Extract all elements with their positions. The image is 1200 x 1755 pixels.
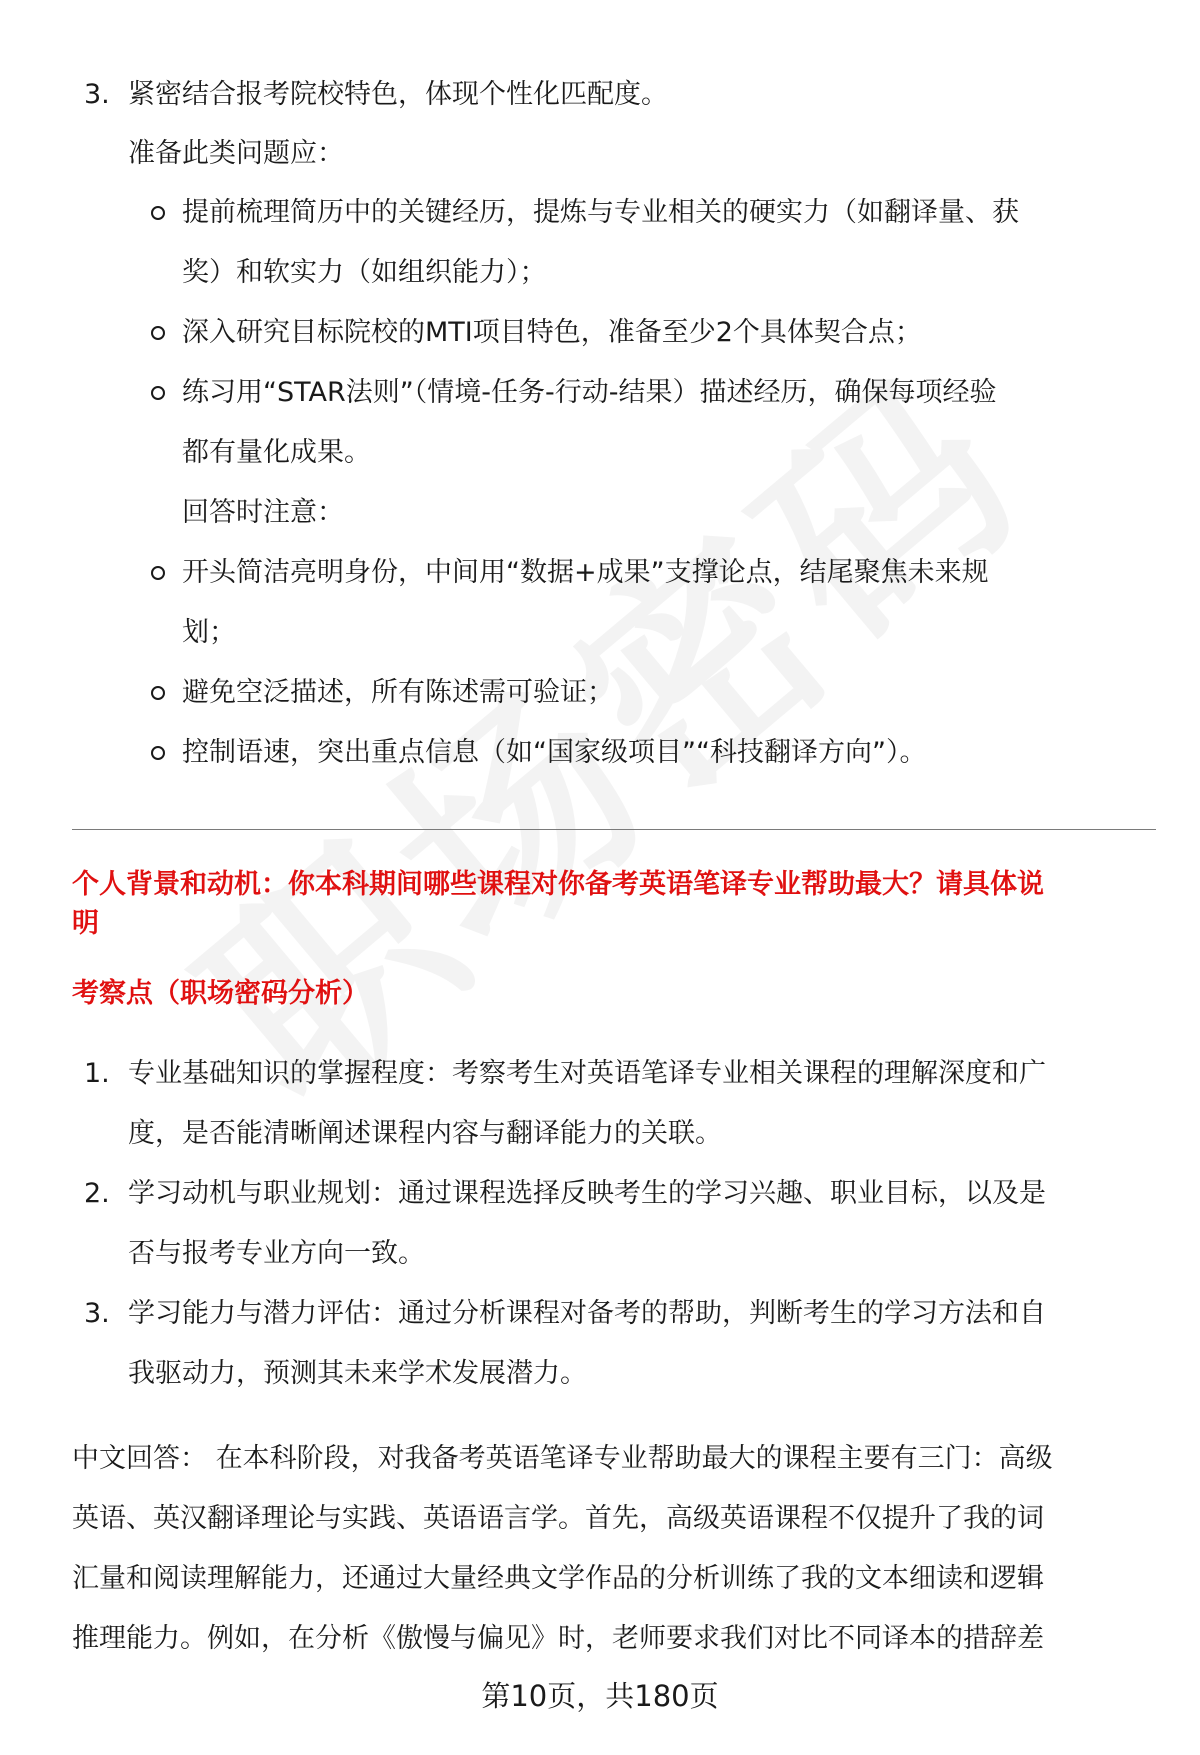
prep-label: 准备此类问题应： bbox=[128, 138, 344, 169]
answer-paragraph-line: 中文回答： 在本科阶段，对我备考英语笔译专业帮助最大的课程主要有三门：高级 bbox=[72, 1443, 1053, 1474]
bullet-circle-icon bbox=[151, 746, 165, 760]
point-text: 学习能力与潜力评估：通过分析课程对备考的帮助，判断考生的学习方法和自 bbox=[128, 1298, 1046, 1329]
bullet-text: 深入研究目标院校的MTI项目特色，准备至少2个具体契合点； bbox=[182, 317, 922, 348]
subheading: 考察点（职场密码分析） bbox=[72, 978, 369, 1009]
bullet-text: 控制语速，突出重点信息（如“国家级项目”“科技翻译方向”）。 bbox=[182, 737, 927, 768]
answer-paragraph-line: 英语、英汉翻译理论与实践、英语语言学。首先，高级英语课程不仅提升了我的词 bbox=[72, 1503, 1044, 1534]
question-title-cont: 明 bbox=[72, 908, 99, 939]
point-text: 我驱动力，预测其未来学术发展潜力。 bbox=[128, 1358, 587, 1389]
point-text: 学习动机与职业规划：通过课程选择反映考生的学习兴趣、职业目标，以及是 bbox=[128, 1178, 1046, 1209]
bullet-text: 奖）和软实力（如组织能力）； bbox=[182, 257, 547, 288]
list-number: 3. bbox=[84, 79, 110, 110]
list-number: 1. bbox=[84, 1058, 110, 1089]
answer-paragraph-line: 推理能力。例如，在分析《傲慢与偏见》时，老师要求我们对比不同译本的措辞差 bbox=[72, 1623, 1044, 1654]
bullet-circle-icon bbox=[151, 686, 165, 700]
page-footer: 第10页，共180页 bbox=[481, 1679, 719, 1713]
bullet-text: 提前梳理简历中的关键经历，提炼与专业相关的硬实力（如翻译量、获 bbox=[182, 197, 1019, 228]
point-text: 否与报考专业方向一致。 bbox=[128, 1238, 425, 1269]
bullet-text: 都有量化成果。 bbox=[182, 437, 371, 468]
answer-label: 回答时注意： bbox=[182, 497, 344, 528]
list-number: 3. bbox=[84, 1298, 110, 1329]
question-title: 个人背景和动机：你本科期间哪些课程对你备考英语笔译专业帮助最大？请具体说 bbox=[72, 869, 1044, 900]
point-text: 度，是否能清晰阐述课程内容与翻译能力的关联。 bbox=[128, 1118, 722, 1149]
bullet-text: 练习用“STAR法则”（情境-任务-行动-结果）描述经历，确保每项经验 bbox=[182, 377, 997, 408]
watermark bbox=[126, 290, 1074, 1161]
bullet-circle-icon bbox=[151, 386, 165, 400]
list-item-text: 紧密结合报考院校特色，体现个性化匹配度。 bbox=[128, 79, 668, 110]
answer-paragraph-line: 汇量和阅读理解能力，还通过大量经典文学作品的分析训练了我的文本细读和逻辑 bbox=[72, 1563, 1044, 1594]
bullet-text: 避免空泛描述，所有陈述需可验证； bbox=[182, 677, 614, 708]
bullet-text: 开头简洁亮明身份，中间用“数据+成果”支撑论点，结尾聚焦未来规 bbox=[182, 557, 989, 588]
bullet-circle-icon bbox=[151, 566, 165, 580]
list-number: 2. bbox=[84, 1178, 110, 1209]
section-divider bbox=[72, 829, 1156, 830]
bullet-circle-icon bbox=[151, 206, 165, 220]
bullet-circle-icon bbox=[151, 326, 165, 340]
bullet-text: 划； bbox=[182, 617, 236, 648]
point-text: 专业基础知识的掌握程度：考察考生对英语笔译专业相关课程的理解深度和广 bbox=[128, 1058, 1046, 1089]
